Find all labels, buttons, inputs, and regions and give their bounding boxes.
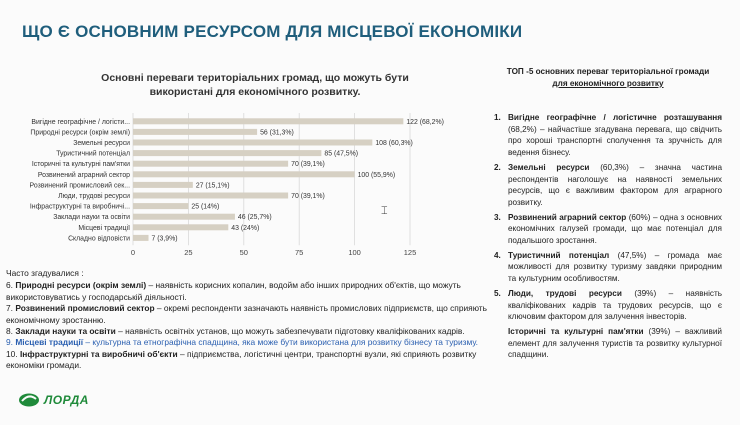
- top5-text-wrap: [508, 112, 722, 159]
- annotation-num: 7.: [6, 303, 13, 314]
- top5-text: (60,3%) – значна частина респондентів наголошує на наявності земельних ресурсів, що є важливим фактором для аграрного розвитку.: [508, 162, 722, 207]
- bar: [133, 150, 321, 156]
- top5-title-line1: ТОП -5 основних переваг територіальної громади: [506, 67, 710, 76]
- top5-item: [494, 112, 722, 159]
- top5-extra-bold: Історичні та культурні пам'ятки: [508, 326, 644, 336]
- x-tick-label: 50: [239, 248, 248, 258]
- mouse-cursor-icon: ⌶: [381, 205, 388, 217]
- data-label: 85 (47,5%): [324, 150, 359, 158]
- top5-text-wrap: [508, 212, 722, 247]
- top5-bold: Люди, трудові ресурси: [508, 288, 622, 298]
- x-tick-label: 0: [130, 248, 136, 258]
- annotation-num: 10.: [6, 348, 18, 359]
- x-tick-label: 25: [184, 248, 193, 258]
- annotation-num: 6.: [6, 280, 13, 291]
- category-label: Складно відповісти: [68, 235, 130, 243]
- annotation-num: 8.: [6, 326, 13, 337]
- data-label: 70 (39,1%): [291, 161, 325, 169]
- category-label: Історичні та культурні пам'ятки: [31, 161, 130, 169]
- x-tick-label: 125: [403, 248, 417, 258]
- annotations-label: Часто згадувалися :: [6, 268, 84, 278]
- annotation-text: – культурна та етнографічна спадщина, яка може бути використана для розвитку бізнесу та туризму.: [83, 337, 478, 348]
- category-label: Інфраструктурні та виробничі...: [29, 203, 130, 211]
- top5-text: (47,5%) – громада має можливості для розвитку туризму завдяки природним та культурним особливостям.: [508, 250, 722, 284]
- category-label: Люди, трудові ресурси: [58, 193, 130, 200]
- annotation-item: [6, 337, 488, 348]
- data-label: 108 (60,3%): [375, 140, 413, 147]
- page-title: ЩО Є ОСНОВНИМ РЕСУРСОМ ДЛЯ МІСЦЕВОЇ ЕКОНОМІКИ: [22, 22, 523, 41]
- bar: [133, 161, 288, 167]
- top5-title-line2: для економічного розвитку: [552, 79, 664, 88]
- category-label: Вигідне географічне / логісти...: [31, 118, 130, 126]
- top5-list: [494, 112, 722, 323]
- chart-title: Основні переваги територіальних громад, що можуть бути використані для економічного розвитку.: [101, 72, 409, 98]
- top5-text-wrap: [508, 162, 722, 209]
- annotation-item: [6, 280, 488, 303]
- data-label: 56 (31,3%): [260, 129, 294, 137]
- logo-text: ЛОРДА: [44, 393, 89, 407]
- annotation-item: [6, 349, 488, 372]
- category-label: Розвинений аграрний сектор: [37, 171, 130, 179]
- bar: [133, 235, 149, 241]
- top5-title: [494, 66, 722, 90]
- x-tick-label: 100: [348, 248, 361, 258]
- top5-text-wrap: [508, 250, 722, 285]
- top5-bold: Земельні ресурси: [508, 162, 590, 172]
- category-label: Заклади науки та освіти: [53, 214, 130, 222]
- top5-text: (68,2%) – найчастіше згадувана перевага, що свідчить про хороші транспортні сполучення та зручність для ведення бізнесу.: [508, 124, 722, 158]
- top5-text: (39%) – наявність кваліфікованих кадрів та трудових ресурсів, що є ключовим фактором для залучення інвесторів.: [508, 288, 722, 322]
- category-label: Природні ресурси (окрім землі): [30, 129, 130, 137]
- bar: [133, 182, 193, 188]
- data-label: 122 (68,2%): [406, 118, 444, 126]
- annotation-text: – наявність освітніх установ, що можуть забезпечувати підготовку кваліфікованих кадрів.: [115, 326, 465, 337]
- logo-icon: [18, 392, 40, 408]
- logo: [18, 392, 89, 408]
- top5-num: 1.: [494, 113, 501, 122]
- top5-extra: [508, 326, 722, 361]
- bar: [133, 129, 257, 135]
- top5-num: 5.: [494, 288, 501, 298]
- x-tick-label: 75: [295, 248, 304, 258]
- category-label: Розвинений промисловий сек...: [29, 182, 130, 190]
- annotation-num: 9.: [6, 337, 13, 348]
- category-label: Туристичний потенціал: [56, 150, 130, 158]
- category-label: Земельні ресурси: [73, 140, 130, 147]
- data-label: 70 (39,1%): [291, 193, 325, 200]
- annotation-bold: Заклади науки та освіти: [15, 326, 116, 337]
- top5-num: 3.: [494, 212, 501, 222]
- top5-item: [494, 250, 722, 285]
- top5-num: 4.: [494, 250, 501, 260]
- bar: [133, 140, 372, 146]
- bar: [133, 224, 228, 230]
- annotation-bold: Природні ресурси (окрім землі): [15, 280, 147, 291]
- annotation-bold: Інфраструктурні та виробничі об'єкти: [19, 348, 178, 359]
- top5-text: (60%) – одна з основних економічних галузей громади, що має потенціал для подальшого зростання.: [508, 212, 722, 246]
- data-label: 46 (25,7%): [237, 214, 272, 222]
- annotation-bold: Розвинений промисловий сектор: [15, 303, 155, 314]
- annotation-text: – окремі респонденти зазначають наявність промислових підприємств, що сприяють економічному зростанню.: [6, 303, 487, 325]
- top5-panel: [494, 66, 722, 361]
- annotation-item: [6, 303, 488, 326]
- top5-bold: Туристичний потенціал: [508, 250, 610, 260]
- bar: [133, 193, 288, 199]
- annotations-block: [6, 268, 488, 372]
- bar: [133, 171, 355, 177]
- data-label: 100 (55,9%): [357, 171, 396, 179]
- top5-extra-text: (39%) – важливий елемент для залучення туристів та розвитку культурної спадщини.: [508, 326, 722, 360]
- top5-item: [494, 212, 722, 247]
- annotation-text: – наявність корисних копалин, водойм або інших природних об'єктів, що можуть використовуватись у господарській діяльності.: [6, 280, 461, 302]
- top5-bold: Вигідне географічне / логістичне розташування: [508, 113, 722, 122]
- top5-text-wrap: [508, 288, 722, 323]
- top5-item: [494, 288, 722, 323]
- top5-item: [494, 162, 722, 209]
- data-label: 43 (24%): [231, 224, 260, 232]
- category-label: Місцеві традиції: [78, 224, 130, 232]
- data-label: 25 (14%): [191, 203, 220, 211]
- bar: [133, 214, 235, 220]
- data-label: 27 (15,1%): [195, 182, 230, 190]
- top5-bold: Розвинений аграрний сектор: [508, 212, 627, 222]
- bar: [133, 203, 188, 209]
- bar: [133, 118, 403, 124]
- annotation-item: [6, 326, 488, 337]
- data-label: 7 (3,9%): [151, 235, 178, 243]
- annotation-text: – підприємства, логістичні центри, транспортні вузли, які сприяють розвитку економіки громади.: [6, 348, 477, 371]
- annotation-bold: Місцеві традиції: [15, 337, 84, 348]
- top5-num: 2.: [494, 162, 501, 172]
